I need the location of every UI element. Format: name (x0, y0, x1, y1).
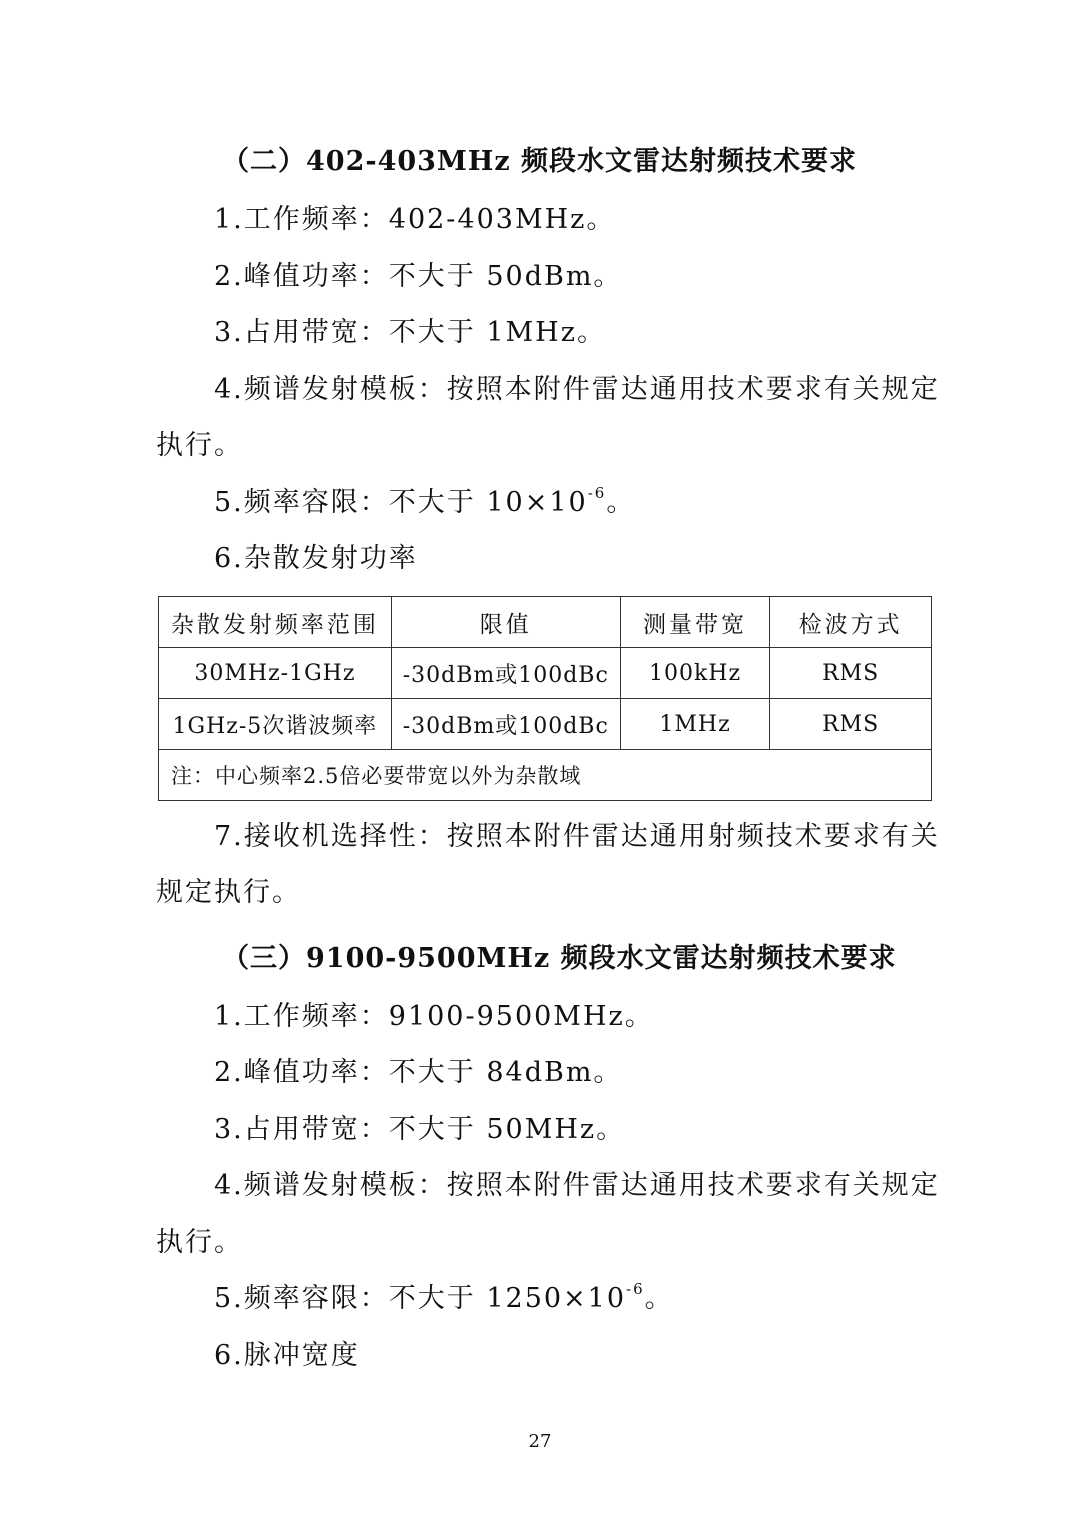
s2-item-2-peak-power: 2.峰值功率：不大于 50dBm。 (214, 261, 623, 292)
s2-item-5-frequency-tolerance (214, 484, 636, 519)
s2-item-4-spectrum-mask-line2: 执行。 (156, 430, 243, 461)
table-cell: -30dBm或100dBc (391, 648, 620, 699)
page-number: 27 (528, 1431, 552, 1452)
s2-item-5-prefix: 5.频率容限：不大于 10×10 (214, 487, 588, 518)
s2-item-7-receiver-selectivity-line2: 规定执行。 (156, 877, 301, 908)
table-cell: 30MHz-1GHz (159, 648, 392, 699)
table-cell: RMS (770, 699, 932, 750)
table-note: 注：中心频率2.5倍必要带宽以外为杂散域 (159, 750, 932, 801)
table-header-row (159, 597, 932, 648)
s2-item-1-operating-frequency: 1.工作频率：402-403MHz。 (214, 204, 616, 235)
table-cell: 1GHz-5次谐波频率 (159, 699, 392, 750)
table-row (159, 699, 932, 750)
s2-item-6-spurious-emission: 6.杂散发射功率 (214, 543, 418, 574)
s3-item-6-pulse-width: 6.脉冲宽度 (214, 1340, 360, 1371)
table-cell: -30dBm或100dBc (391, 699, 620, 750)
s3-item-5-suffix: 。 (644, 1283, 674, 1314)
s2-item-7-receiver-selectivity-line1: 7.接收机选择性：按照本附件雷达通用射频技术要求有关 (214, 821, 940, 852)
s3-item-5-frequency-tolerance (214, 1280, 674, 1315)
s2-item-5-suffix: 。 (606, 487, 636, 518)
s2-item-5-exponent: -6 (587, 484, 607, 502)
s3-item-3-occupied-bandwidth: 3.占用带宽：不大于 50MHz。 (214, 1114, 626, 1145)
spurious-emission-table (158, 596, 932, 801)
s3-item-1-operating-frequency: 1.工作频率：9100-9500MHz。 (214, 1001, 654, 1032)
s2-item-3-occupied-bandwidth: 3.占用带宽：不大于 1MHz。 (214, 317, 606, 348)
s2-item-4-spectrum-mask-line1: 4.频谱发射模板：按照本附件雷达通用技术要求有关规定 (214, 374, 940, 405)
table-header-cell: 测量带宽 (620, 597, 770, 648)
s3-item-4-spectrum-mask-line1: 4.频谱发射模板：按照本附件雷达通用技术要求有关规定 (214, 1170, 940, 1201)
table-cell: 100kHz (620, 648, 770, 699)
table-cell: RMS (770, 648, 932, 699)
table-row (159, 648, 932, 699)
table-header-cell: 限值 (391, 597, 620, 648)
table-cell: 1MHz (620, 699, 770, 750)
s3-item-4-spectrum-mask-line2: 执行。 (156, 1227, 243, 1258)
table-header-cell: 检波方式 (770, 597, 932, 648)
s3-item-5-exponent: -6 (626, 1280, 645, 1298)
section2-heading: （二）402-403MHz 频段水文雷达射频技术要求 (222, 146, 858, 177)
table-note-row (159, 750, 932, 801)
table-header-cell: 杂散发射频率范围 (159, 597, 392, 648)
section3-heading: （三）9100-9500MHz 频段水文雷达射频技术要求 (222, 943, 897, 974)
s3-item-5-prefix: 5.频率容限：不大于 1250×10 (214, 1283, 627, 1314)
s3-item-2-peak-power: 2.峰值功率：不大于 84dBm。 (214, 1057, 623, 1088)
